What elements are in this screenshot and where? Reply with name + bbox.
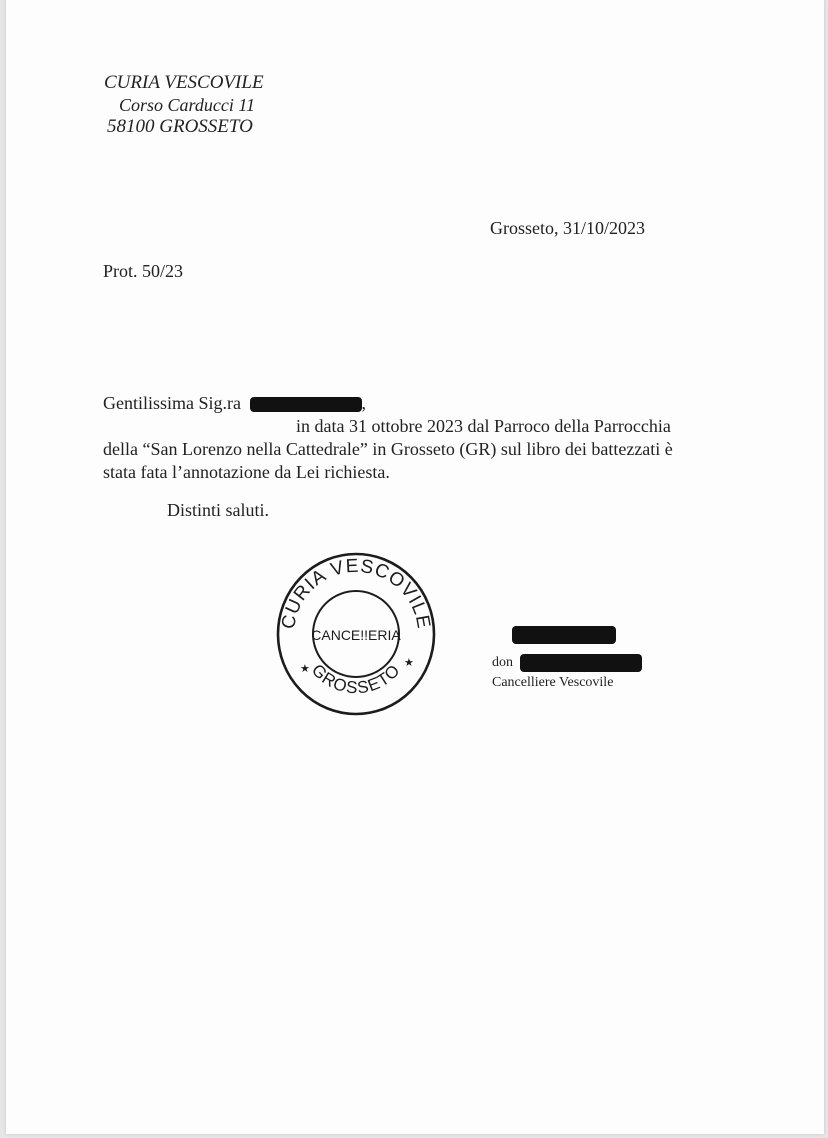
- letterhead: [104, 72, 264, 138]
- signature-prefix: don: [492, 655, 513, 670]
- svg-text:GROSSETO: [308, 660, 404, 697]
- stamp-seal: [274, 548, 438, 718]
- protocol-number: Prot. 50/23: [103, 261, 184, 281]
- body-line-4-text: stata fata l’annotazione da Lei richiesta.: [103, 462, 390, 482]
- redacted-name: [250, 397, 362, 412]
- salutation-comma: ,: [361, 393, 366, 413]
- salutation-line: [103, 392, 723, 415]
- signer-title: Cancelliere Vescovile: [492, 675, 614, 690]
- salutation: Gentilissima Sig.ra: [103, 393, 241, 413]
- stamp-center-text: CANCE!!ERIA: [311, 627, 401, 643]
- closing: Distinti saluti.: [167, 500, 270, 520]
- redacted-signature: [512, 626, 616, 644]
- stamp-star-right-icon: ★: [404, 656, 414, 669]
- body-line-3: [103, 438, 723, 461]
- body-line-2: [103, 415, 723, 438]
- stamp-bottom-text: GROSSETO: [307, 660, 405, 698]
- body-line-4: [103, 461, 723, 484]
- letterhead-name: CURIA VESCOVILE: [104, 72, 264, 93]
- body-line-3-text: della “San Lorenzo nella Cattedrale” in Grosseto (GR) sul libro dei battezzati è: [103, 439, 673, 459]
- place-date: Grosseto, 31/10/2023: [490, 218, 645, 238]
- svg-text:CURIA VESCOVILE: [278, 556, 434, 631]
- document-page: [6, 0, 824, 1134]
- stamp-star-left-icon: ★: [300, 662, 310, 675]
- stamp-top-text: CURIA VESCOVILE: [277, 555, 434, 631]
- letterhead-address: Corso Carducci 11: [119, 95, 256, 115]
- body-line-2-text: in data 31 ottobre 2023 dal Parroco della Parrocchia: [296, 416, 671, 436]
- letterhead-city: 58100 GROSSETO: [107, 116, 253, 137]
- redacted-signer-name: [520, 654, 642, 672]
- letter-body: [103, 392, 723, 484]
- chancery-stamp: [274, 548, 438, 718]
